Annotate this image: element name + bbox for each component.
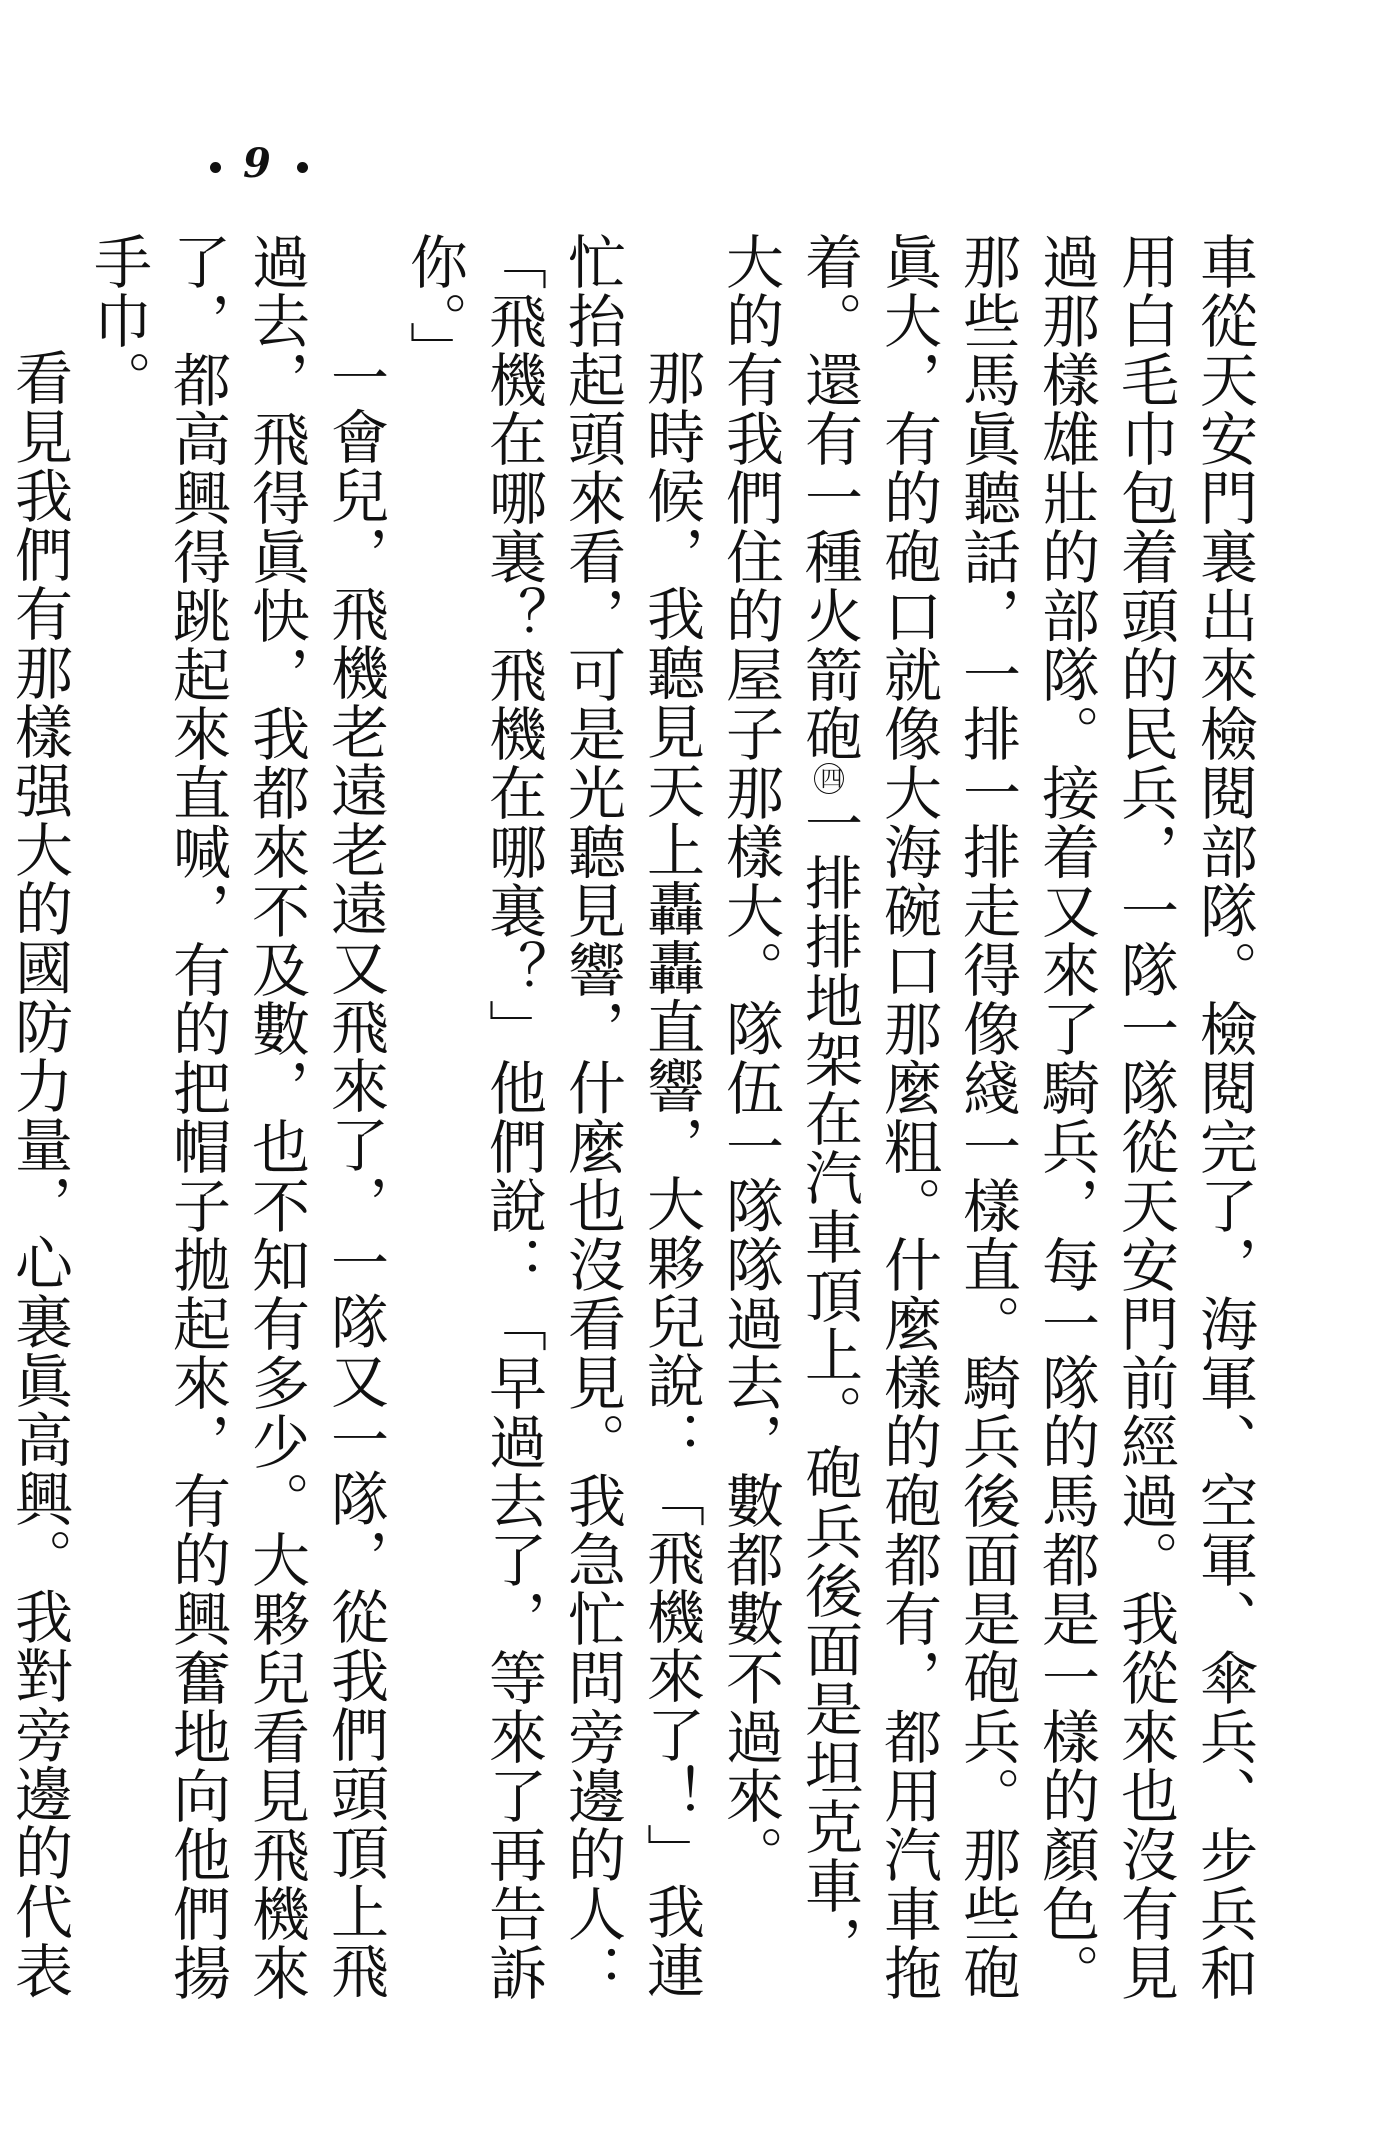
- bullet-dot-right: [297, 162, 308, 173]
- paragraph-text: 一排排地架在汽車頂上。砲兵後面是坦克車，大的有我們住的屋子那樣大。隊伍一隊隊過去，數都數不過來。: [716, 232, 863, 1974]
- paragraph-text: 一會兒，飛機老遠老遠又飛來了，一隊又一隊，從我們頭頂上飛過去，飛得眞快，我都來不及數，也不知有多少。大夥兒看見飛機來了，都高興得跳起來直喊，有的把帽子拋起來，有的興奮地向他們揚手巾。: [84, 232, 389, 2002]
- paragraph: [710, 232, 1263, 2016]
- bullet-dot-left: [210, 162, 221, 173]
- paragraph-text: 看見我們有那樣强大的國防力量，心裏眞高興。我對旁邊的代表: [5, 348, 73, 2000]
- paragraph-text: 車從天安門裏出來檢閱部隊。檢閱完了，海軍、空軍、傘兵、步兵和用白毛巾包着頭的民兵，一隊一隊從天安門前經過。我從來也沒有見過那樣雄壯的部隊。接着又來了騎兵，每一隊的馬都是一樣的顏色。那些馬眞聽話，一排一排走得像綫一樣直。騎兵後面是砲兵。那些砲眞大，有的砲口就像大海碗口那麼粗。什麼樣的砲都有，都用汽車拖着。還有一種火箭砲: [795, 232, 1258, 2002]
- paragraph: [394, 232, 710, 2016]
- paragraph: [0, 232, 78, 2016]
- paragraph-text: 那時候，我聽見天上轟轟直響，大夥兒說：「飛機來了！」我連忙抬起頭來看，可是光聽見響，什麼也沒看見。我急忙問旁邊的人：「飛機在哪裏？飛機在哪裏？」他們說：「早過去了，等來了再告訴你。」: [400, 232, 705, 2002]
- page-number: [188, 140, 330, 187]
- paragraph: [78, 232, 394, 2016]
- vertical-text-body: [5, 232, 1263, 2016]
- page-number-text: 9: [243, 140, 275, 187]
- footnote-marker: 四: [814, 763, 844, 794]
